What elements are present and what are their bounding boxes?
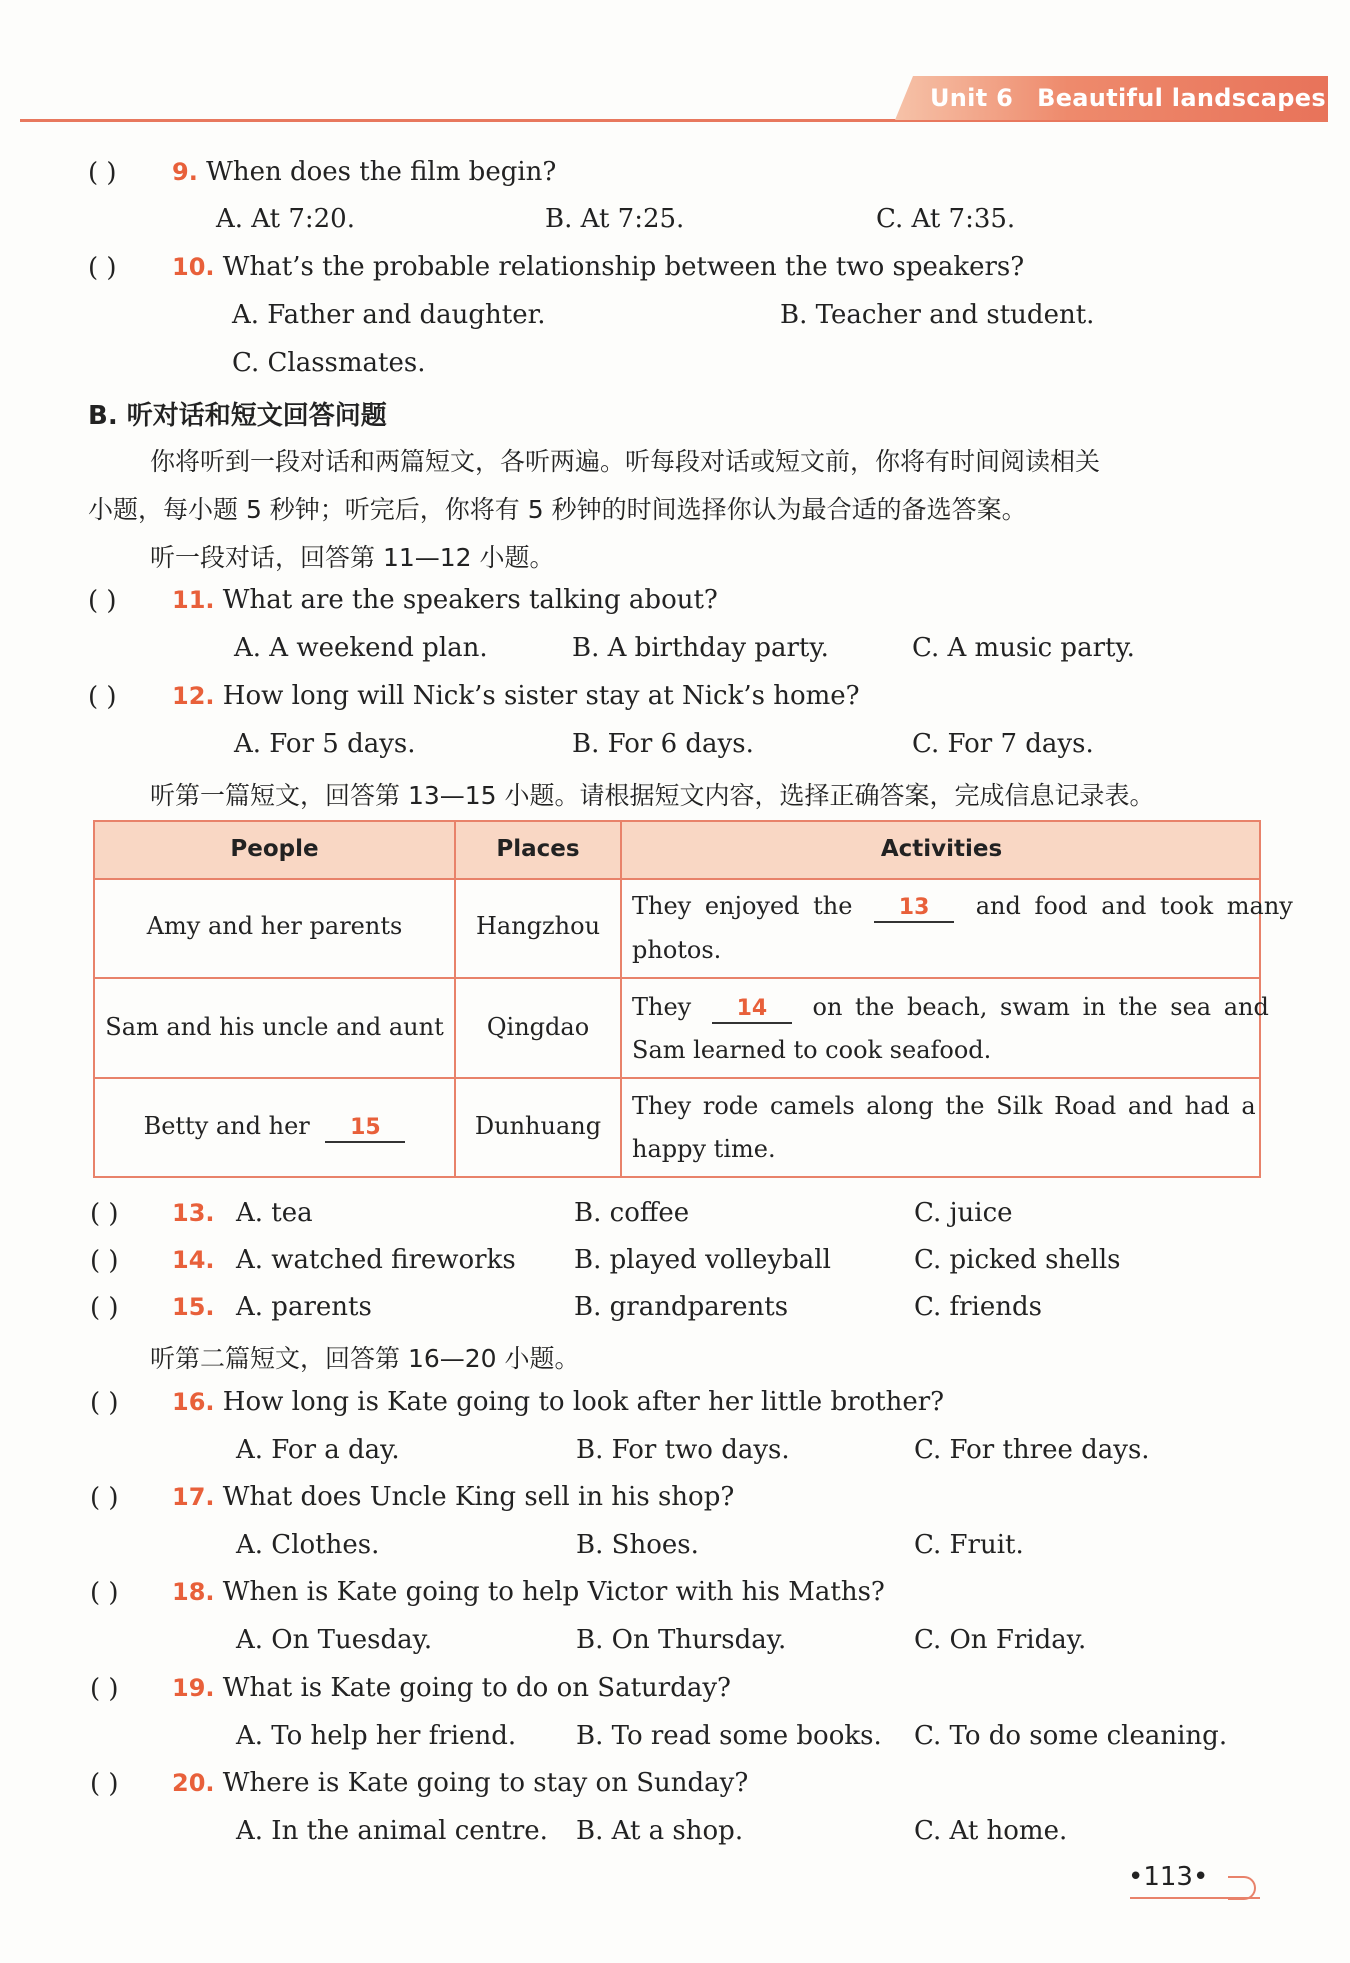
option-18b: B. On Thursday. (576, 1625, 787, 1655)
unit-name: Beautiful landscapes (1037, 84, 1326, 112)
option-13b: B. coffee (574, 1198, 690, 1228)
option-9c: C. At 7:35. (876, 204, 1016, 234)
option-17b: B. Shoes. (576, 1530, 699, 1560)
option-13a: A. tea (236, 1198, 313, 1228)
row2-people: Sam and his uncle and aunt (105, 1013, 444, 1041)
question-11 (172, 585, 718, 615)
option-18a: A. On Tuesday. (236, 1625, 433, 1655)
question-14-number (172, 1245, 215, 1275)
question-text: How long will Nick’s sister stay at Nick’s home? (222, 681, 860, 711)
row1-people: Amy and her parents (146, 912, 403, 940)
info-record-table (93, 820, 1293, 1178)
answer-bracket-11[interactable]: ( ) (88, 586, 117, 616)
answer-bracket-15[interactable]: ( ) (90, 1293, 119, 1323)
question-20 (172, 1768, 748, 1798)
option-19b: B. To read some books. (576, 1721, 882, 1751)
activity-text: on the beach, swam in the sea and (812, 993, 1269, 1021)
question-number: 19. (172, 1674, 215, 1702)
unit-title (930, 84, 1326, 112)
section-b-intro-2: 小题，每小题 5 秒钟；听完后，你将有 5 秒钟的时间选择你认为最合适的备选答案。 (88, 495, 1027, 524)
passage-1-instruction: 听第一篇短文，回答第 13—15 小题。请根据短文内容，选择正确答案，完成信息记录表。 (150, 781, 1155, 810)
header-places: Places (496, 836, 580, 862)
passage-2-instruction: 听第二篇短文，回答第 16—20 小题。 (150, 1344, 580, 1373)
row3-people (95, 1112, 454, 1143)
option-9a: A. At 7:20. (216, 204, 355, 234)
option-11a: A. A weekend plan. (234, 633, 488, 663)
row1-activity-line1 (632, 892, 1293, 923)
question-number: 20. (172, 1769, 215, 1797)
option-17c: C. Fruit. (914, 1530, 1024, 1560)
option-15c: C. friends (914, 1292, 1042, 1322)
question-16 (172, 1387, 944, 1417)
option-14b: B. played volleyball (574, 1245, 831, 1275)
answer-bracket-18[interactable]: ( ) (90, 1578, 119, 1608)
option-9b: B. At 7:25. (545, 204, 685, 234)
option-10c: C. Classmates. (232, 348, 426, 378)
option-10a: A. Father and daughter. (232, 300, 546, 330)
question-text: What’s the probable relationship between the two speakers? (222, 252, 1025, 282)
question-text: When does the film begin? (206, 157, 557, 187)
option-16b: B. For two days. (576, 1435, 790, 1465)
question-number: 15. (172, 1293, 215, 1321)
option-19a: A. To help her friend. (236, 1721, 517, 1751)
row3-activity-line1: They rode camels along the Silk Road and had a (632, 1092, 1256, 1120)
option-14a: A. watched fireworks (236, 1245, 516, 1275)
question-number: 12. (172, 682, 215, 710)
answer-bracket-10[interactable]: ( ) (88, 253, 117, 283)
row2-activity-line2: Sam learned to cook seafood. (632, 1036, 992, 1064)
option-19c: C. To do some cleaning. (914, 1721, 1228, 1751)
question-text: What are the speakers talking about? (222, 585, 718, 615)
header-people: People (230, 836, 319, 862)
unit-number: Unit 6 (930, 84, 1014, 112)
option-12b: B. For 6 days. (572, 729, 754, 759)
answer-bracket-16[interactable]: ( ) (90, 1388, 119, 1418)
answer-bracket-12[interactable]: ( ) (88, 682, 117, 712)
row3-activity-line2: happy time. (632, 1135, 776, 1163)
table-row-divider (95, 1077, 1259, 1079)
activity-text: and food and took many (975, 892, 1293, 920)
option-20b: B. At a shop. (576, 1816, 744, 1846)
option-16c: C. For three days. (914, 1435, 1150, 1465)
activity-text: They (632, 993, 692, 1021)
question-text: How long is Kate going to look after her little brother? (222, 1387, 945, 1417)
page-number-swirl-icon (1228, 1876, 1256, 1900)
question-number: 10. (172, 253, 215, 281)
row2-activity-line1 (632, 993, 1269, 1024)
question-number: 13. (172, 1199, 215, 1227)
question-number: 14. (172, 1246, 215, 1274)
option-20c: C. At home. (914, 1816, 1068, 1846)
question-number: 16. (172, 1388, 215, 1416)
question-9 (172, 157, 556, 187)
section-b-intro-1: 你将听到一段对话和两篇短文，各听两遍。听每段对话或短文前，你将有时间阅读相关 (150, 447, 1101, 476)
header-activities: Activities (880, 836, 1003, 862)
question-text: What is Kate going to do on Saturday? (222, 1673, 731, 1703)
question-number: 17. (172, 1483, 215, 1511)
option-11b: B. A birthday party. (572, 633, 829, 663)
answer-bracket-13[interactable]: ( ) (90, 1199, 119, 1229)
option-13c: C. juice (914, 1198, 1013, 1228)
row1-place: Hangzhou (475, 912, 601, 940)
table-row-divider (95, 977, 1259, 979)
question-number: 18. (172, 1578, 215, 1606)
section-b-title: B. 听对话和短文回答问题 (88, 401, 387, 431)
answer-bracket-19[interactable]: ( ) (90, 1674, 119, 1704)
question-18 (172, 1577, 885, 1607)
row1-activity-line2: photos. (632, 936, 722, 964)
row2-place: Qingdao (486, 1013, 590, 1041)
option-17a: A. Clothes. (236, 1530, 380, 1560)
question-number: 11. (172, 586, 215, 614)
option-12c: C. For 7 days. (912, 729, 1094, 759)
question-13-number (172, 1198, 215, 1228)
question-number: 9. (172, 158, 198, 186)
question-15-number (172, 1292, 215, 1322)
question-text: What does Uncle King sell in his shop? (222, 1482, 735, 1512)
question-19 (172, 1673, 731, 1703)
question-text: Where is Kate going to stay on Sunday? (222, 1768, 749, 1798)
question-10 (172, 252, 1024, 282)
question-text: When is Kate going to help Victor with his Maths? (222, 1577, 885, 1607)
blank-15[interactable]: 15 (325, 1115, 405, 1143)
option-15b: B. grandparents (574, 1292, 789, 1322)
answer-bracket-14[interactable]: ( ) (90, 1246, 119, 1276)
option-11c: C. A music party. (912, 633, 1135, 663)
option-16a: A. For a day. (236, 1435, 400, 1465)
blank-14[interactable]: 14 (712, 996, 792, 1024)
option-18c: C. On Friday. (914, 1625, 1087, 1655)
row3-place: Dunhuang (474, 1112, 602, 1140)
question-12 (172, 681, 860, 711)
activity-text: They enjoyed the (632, 892, 853, 920)
option-20a: A. In the animal centre. (236, 1816, 548, 1846)
option-10b: B. Teacher and student. (780, 300, 1095, 330)
page-number: •113• (1128, 1862, 1209, 1892)
answer-bracket-9[interactable]: ( ) (88, 158, 117, 188)
question-17 (172, 1482, 734, 1512)
answer-bracket-20[interactable]: ( ) (90, 1769, 119, 1799)
blank-13[interactable]: 13 (874, 895, 954, 923)
table-divider (620, 822, 622, 1176)
answer-bracket-17[interactable]: ( ) (90, 1483, 119, 1513)
option-14c: C. picked shells (914, 1245, 1121, 1275)
dialog-instruction: 听一段对话，回答第 11—12 小题。 (150, 543, 555, 572)
option-12a: A. For 5 days. (234, 729, 416, 759)
people-text: Betty and her (143, 1112, 310, 1140)
option-15a: A. parents (236, 1292, 372, 1322)
